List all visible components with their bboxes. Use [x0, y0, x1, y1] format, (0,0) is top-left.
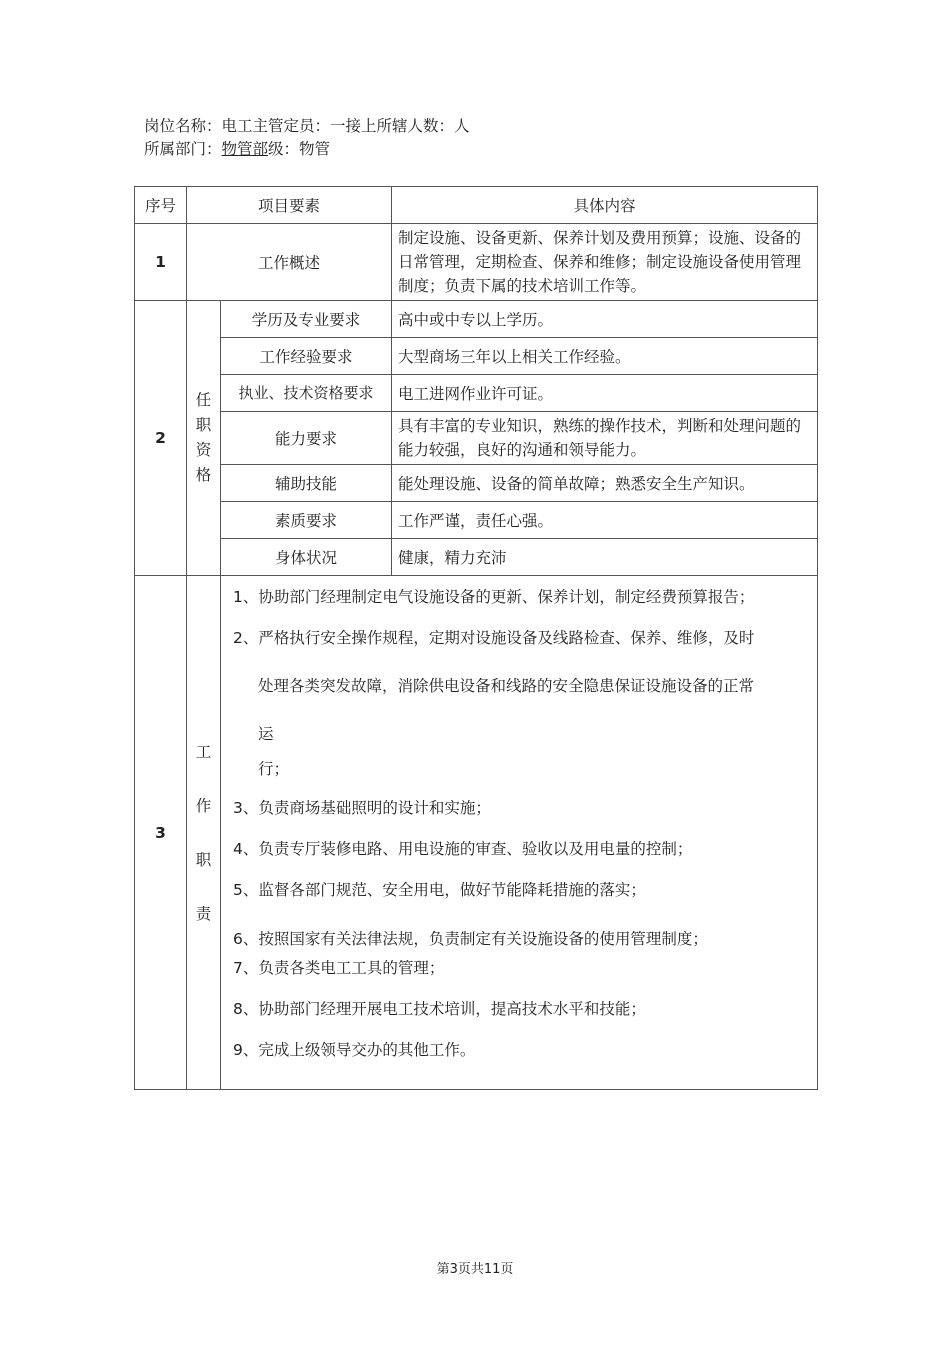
table-row: [135, 539, 818, 576]
table-row: [135, 412, 818, 465]
header-item: 项目要素: [187, 187, 392, 224]
list-item: 9、完成上级领导交办的其他工作。: [233, 1041, 476, 1059]
list-item: 8、协助部门经理开展电工技术培训，提高技术水平和技能；: [233, 1000, 646, 1018]
qualification-group-cell: [187, 301, 221, 576]
table-row: [135, 338, 818, 375]
row-number: 2: [135, 301, 187, 576]
table-header-row: [135, 187, 818, 224]
list-item: 1、协助部门经理制定电气设施设备的更新、保养计划，制定经费预算报告；: [233, 588, 755, 606]
department-name: 物管部: [221, 140, 269, 158]
page-number: 第3页共11页: [436, 1262, 514, 1277]
sub-item-label: 身体状况: [221, 539, 392, 576]
table-row: [135, 576, 818, 1090]
sub-item-label: 工作经验要求: [221, 338, 392, 375]
table-row: [135, 224, 818, 301]
row-number: 3: [135, 576, 187, 1090]
list-item: 6、按照国家有关法律法规，负责制定有关设施设备的使用管理制度；: [233, 930, 708, 948]
sub-item-value: 健康，精力充沛: [392, 539, 818, 576]
sub-item-value: 能处理设施、设备的简单故障；熟悉安全生产知识。: [392, 465, 818, 502]
sub-item-label: 能力要求: [221, 412, 392, 465]
list-item: 3、负责商场基础照明的设计和实施；: [233, 799, 491, 817]
row-item: 工作概述: [187, 224, 392, 301]
sub-item-label: 执业、技术资格要求: [221, 375, 392, 412]
duties-group-label: 工 作 职 责: [195, 742, 212, 923]
sub-item-value: 工作严谨，责任心强。: [392, 502, 818, 539]
header-content: 具体内容: [392, 187, 818, 224]
sub-item-value: 具有丰富的专业知识，熟练的操作技术，判断和处理问题的能力较强，良好的沟通和领导能力。: [392, 412, 818, 465]
table-row: [135, 301, 818, 338]
table-row: [135, 465, 818, 502]
table-row: [135, 375, 818, 412]
sub-item-value: 高中或中专以上学历。: [392, 301, 818, 338]
sub-item-label: 学历及专业要求: [221, 301, 392, 338]
list-item: 处理各类突发故障，消除供电设备和线路的安全隐患保证设施设备的正常: [258, 677, 755, 695]
sub-item-label: 辅助技能: [221, 465, 392, 502]
sub-item-value: 大型商场三年以上相关工作经验。: [392, 338, 818, 375]
header-no: 序号: [135, 187, 187, 224]
qualification-group-label: 任 职 资 格: [195, 391, 212, 484]
department-line: 所属部门：物管部级：物管: [144, 140, 331, 158]
list-item: 4、负责专厅装修电路、用电设施的审查、验收以及用电量的控制；: [233, 840, 693, 858]
list-item: 2、严格执行安全操作规程，定期对设施设备及线路检查、保养、维修，及时: [233, 629, 755, 647]
sub-item-value: 电工进网作业许可证。: [392, 375, 818, 412]
duties-group-cell: [187, 576, 221, 1090]
position-line: 岗位名称：电工主管定员：一接上所辖人数：人: [144, 117, 470, 135]
job-description-table: [134, 186, 818, 1090]
list-item: 行；: [258, 760, 290, 778]
sub-item-label: 素质要求: [221, 502, 392, 539]
table-row: [135, 502, 818, 539]
duties-list: [221, 576, 818, 1090]
document-header: [144, 115, 470, 161]
row-number: 1: [135, 224, 187, 301]
row-content: 制定设施、设备更新、保养计划及费用预算；设施、设备的日常管理，定期检查、保养和维修；制定设施设备使用管理制度；负责下属的技术培训工作等。: [392, 224, 818, 301]
list-item: 运: [258, 725, 274, 743]
list-item: 7、负责各类电工工具的管理；: [233, 959, 445, 977]
list-item: 5、监督各部门规范、安全用电，做好节能降耗措施的落实；: [233, 881, 646, 899]
